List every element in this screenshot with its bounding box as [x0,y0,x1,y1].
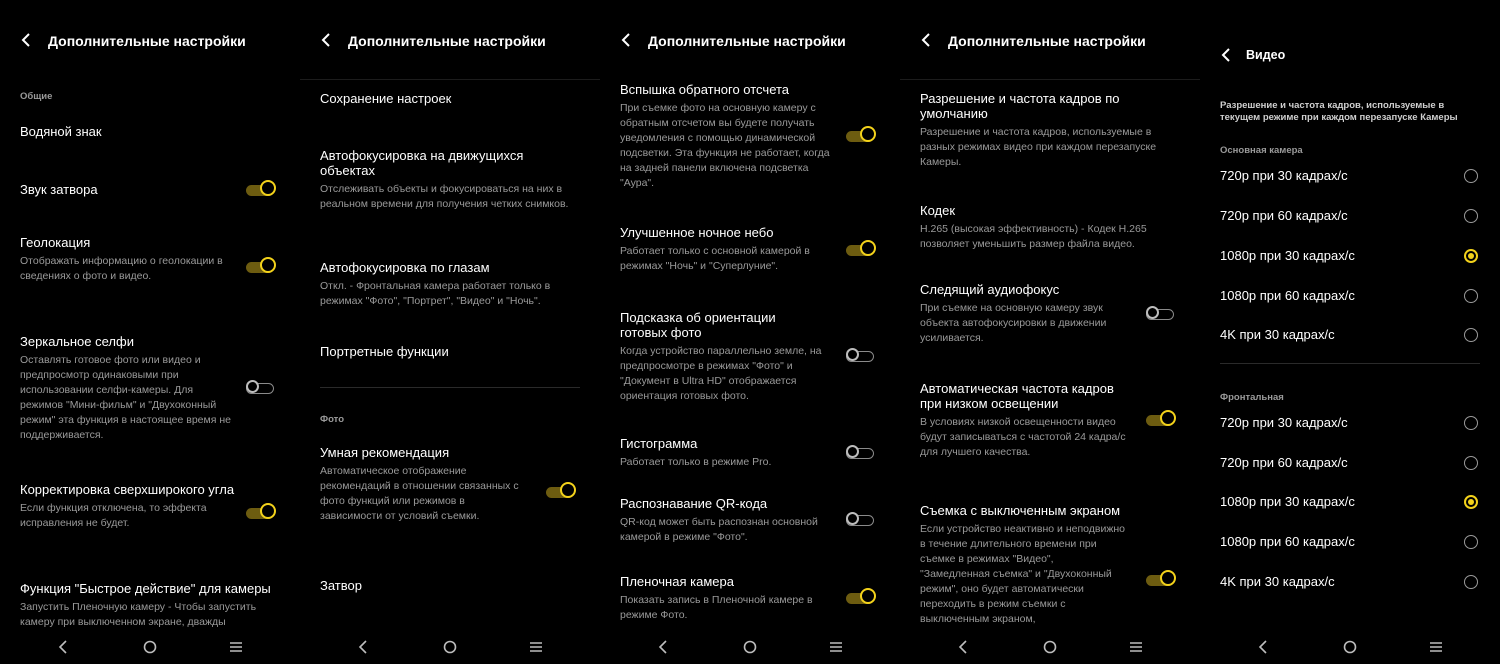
back-arrow-icon[interactable] [20,32,34,48]
option-main-1080p60[interactable] [1220,286,1480,306]
screen-photo-more [600,0,900,664]
toggle-screen-off-recording[interactable] [1146,570,1176,592]
video-intro: Разрешение и частота кадров, используемые в текущем режиме при каждом перезапуске Камеры [1220,100,1458,123]
option-front-1080p60[interactable] [1220,532,1480,552]
setting-af-eyes[interactable] [320,260,580,309]
setting-orientation-hint[interactable] [620,310,880,404]
option-label: 720p при 30 кадрах/с [1220,168,1348,183]
menu-icon[interactable] [1428,639,1444,655]
setting-geolocation[interactable] [20,235,280,284]
setting-countdown-flash[interactable] [620,82,880,191]
setting-audio-focus[interactable] [920,282,1180,346]
option-label: 4K при 30 кадрах/с [1220,327,1335,342]
option-front-4k30[interactable] [1220,572,1480,592]
setting-title: Геолокация [20,235,91,250]
setting-title: Разрешение и частота кадров по умолчанию [920,91,1120,121]
toggle-countdown-flash[interactable] [846,126,876,148]
page-title: Дополнительные настройки [48,33,246,49]
setting-desc: H.265 (высокая эффективность) - Кодек H.265 позволяет уменьшить размер файла видео. [920,223,1147,250]
toggle-audio-focus[interactable] [1146,304,1176,326]
radio-button[interactable] [1464,209,1478,223]
home-icon[interactable] [1342,639,1358,655]
back-arrow-icon[interactable] [320,32,334,48]
option-main-720p30[interactable] [1220,166,1480,186]
back-icon[interactable] [56,639,72,655]
setting-desc: Отображать информацию о геолокации в сведениях о фото и видео. [20,255,223,282]
setting-ultrawide-correction[interactable] [20,482,280,531]
back-icon[interactable] [1256,639,1272,655]
radio-button[interactable] [1464,328,1478,342]
navigation-bar [600,630,900,664]
setting-qr-code[interactable] [620,496,880,545]
setting-film-camera[interactable] [620,574,880,623]
toggle-low-light-fps[interactable] [1146,410,1176,432]
page-title: Дополнительные настройки [348,33,546,49]
option-label: 4K при 30 кадрах/с [1220,574,1335,589]
page-title: Видео [1246,48,1286,62]
page-title: Дополнительные настройки [948,33,1146,49]
setting-title: Зеркальное селфи [20,334,134,349]
menu-icon[interactable] [828,639,844,655]
setting-desc: Показать запись в Пленочной камере в режиме Фото. [620,594,813,621]
section-main-camera: Основная камера [1220,145,1303,156]
setting-desc: Автоматическое отображение рекомендаций в отношении связанных с фото функций или режимов в зависимости от условий съемки. [320,465,519,522]
option-front-720p30[interactable] [1220,413,1480,433]
setting-shutter-sound[interactable] [20,182,280,197]
setting-title: Водяной знак [20,124,102,139]
header [600,22,900,58]
page-title: Дополнительные настройки [648,33,846,49]
header-divider [300,79,600,80]
section-general: Общие [20,91,53,102]
setting-title: Умная рекомендация [320,445,450,460]
radio-button-selected[interactable] [1464,495,1478,509]
setting-title: Автофокусировка на движущихся объектах [320,148,524,178]
radio-button[interactable] [1464,575,1478,589]
menu-icon[interactable] [1128,639,1144,655]
radio-button[interactable] [1464,289,1478,303]
setting-desc: Когда устройство параллельно земле, на предпросмотре в режимах "Фото" и "Документ в Ultra HD" отображается ориентация готовых фото. [620,345,822,402]
option-front-1080p30[interactable] [1220,492,1480,512]
toggle-night-sky[interactable] [846,240,876,262]
setting-title: Функция "Быстрое действие" для камеры [20,581,271,596]
setting-shutter[interactable] [320,578,580,593]
toggle-qr-code[interactable] [846,510,876,532]
home-icon[interactable] [142,639,158,655]
setting-desc: При съемке на основную камеру звук объекта автофокусировки в движении усиливается. [920,302,1107,344]
setting-desc: Работает только с основной камерой в режимах "Ночь" и "Суперлуние". [620,245,810,272]
setting-title: Сохранение настроек [320,91,452,106]
toggle-orientation-hint[interactable] [846,346,876,368]
setting-desc: Разрешение и частота кадров, используемые в разных режимах видео при каждом перезапуске Камеры. [920,126,1157,168]
setting-screen-off-recording[interactable] [920,503,1180,627]
radio-button[interactable] [1464,456,1478,470]
setting-title: Кодек [920,203,956,218]
toggle-ultrawide-correction[interactable] [246,503,276,525]
back-icon[interactable] [656,639,672,655]
option-label: 720p при 60 кадрах/с [1220,208,1348,223]
setting-desc: Если функция отключена, то эффекта исправления не будет. [20,502,207,529]
setting-desc: Откл. - Фронтальная камера работает только в режимах "Фото", "Портрет", "Видео" и "Ночь". [320,280,551,307]
setting-histogram[interactable] [620,436,880,470]
setting-title: Звук затвора [20,182,98,197]
option-label: 1080p при 30 кадрах/с [1220,494,1355,509]
option-main-720p60[interactable] [1220,206,1480,226]
header [1200,36,1500,72]
setting-title: Корректировка сверхширокого угла [20,482,235,497]
option-front-720p60[interactable] [1220,453,1480,473]
menu-icon[interactable] [228,639,244,655]
radio-button[interactable] [1464,535,1478,549]
setting-codec[interactable] [920,203,1180,252]
setting-smart-recommendation[interactable] [320,445,580,524]
setting-desc: QR-код может быть распознан основной камерой в режиме "Фото". [620,516,818,543]
screen-photo [300,0,600,664]
navigation-bar [900,630,1200,664]
navigation-bar [0,630,300,664]
home-icon[interactable] [742,639,758,655]
setting-title: Затвор [320,578,362,593]
setting-desc: Отслеживать объекты и фокусироваться на них в реальном времени для получения четких снимков. [320,183,569,210]
setting-desc: Запустить Пленочную камеру - Чтобы запустить камеру при выключенном экране, дважды [20,601,257,628]
setting-af-moving[interactable] [320,148,580,212]
setting-desc: Если устройство неактивно и неподвижно в течение длительного времени при съемке в режимах "Видео", "Замедленная съемка" и "Двухоконный режим", оно будет автоматически переходить в режим съемки с выключенным экраном, [920,523,1126,625]
setting-title: Распознавание QR-кода [620,496,768,511]
radio-button[interactable] [1464,416,1478,430]
option-label: 1080p при 60 кадрах/с [1220,534,1355,549]
setting-night-sky[interactable] [620,225,880,274]
radio-button-selected[interactable] [1464,249,1478,263]
setting-title: Автофокусировка по глазам [320,260,490,275]
header [900,22,1200,58]
setting-mirror-selfie[interactable] [20,334,280,443]
setting-title: Подсказка об ориентации готовых фото [620,310,776,340]
setting-title: Автоматическая частота кадров при низком освещении [920,381,1114,411]
setting-title: Гистограмма [620,436,698,451]
toggle-geolocation[interactable] [246,257,276,279]
toggle-smart-recommendation[interactable] [546,482,576,504]
home-icon[interactable] [1042,639,1058,655]
setting-title: Вспышка обратного отсчета [620,82,790,97]
back-arrow-icon[interactable] [1220,47,1234,63]
header-divider [900,79,1200,80]
toggle-histogram[interactable] [846,443,876,465]
option-main-4k30[interactable] [1220,325,1480,345]
screen-video-settings [900,0,1200,664]
toggle-film-camera[interactable] [846,588,876,610]
header [0,22,300,58]
option-label: 720p при 60 кадрах/с [1220,455,1348,470]
back-arrow-icon[interactable] [620,32,634,48]
section-front-camera: Фронтальная [1220,392,1284,403]
back-icon[interactable] [356,639,372,655]
section-photo: Фото [320,414,345,425]
setting-watermark[interactable] [20,124,280,139]
back-icon[interactable] [956,639,972,655]
setting-desc: При съемке фото на основную камеру с обратным отсчетом вы будете получать уведомления с помощью динамической подсветки. Эта функция не работает, когда на задней панели включена подсветка "Аура". [620,102,830,189]
setting-title: Следящий аудиофокус [920,282,1060,297]
screen-video [1200,0,1500,664]
setting-quick-action[interactable] [20,581,280,630]
setting-title: Пленочная камера [620,574,734,589]
option-label: 1080p при 30 кадрах/с [1220,248,1355,263]
navigation-bar [300,630,600,664]
menu-icon[interactable] [528,639,544,655]
setting-portrait-functions[interactable] [320,344,580,359]
header [300,22,600,58]
divider [320,387,580,388]
home-icon[interactable] [442,639,458,655]
setting-desc: В условиях низкой освещенности видео будут записываться с частотой 24 кадра/с для лучшего качества. [920,416,1126,458]
toggle-mirror-selfie[interactable] [246,378,276,400]
option-label: 720p при 30 кадрах/с [1220,415,1348,430]
setting-desc: Работает только в режиме Pro. [620,456,772,468]
screen-general [0,0,300,664]
radio-button[interactable] [1464,169,1478,183]
setting-title: Портретные функции [320,344,449,359]
setting-low-light-fps[interactable] [920,381,1180,460]
setting-save-settings[interactable] [320,91,580,106]
setting-title: Съемка с выключенным экраном [920,503,1121,518]
setting-title: Улучшенное ночное небо [620,225,774,240]
option-label: 1080p при 60 кадрах/с [1220,288,1355,303]
setting-default-resolution[interactable] [920,91,1180,170]
back-arrow-icon[interactable] [920,32,934,48]
toggle-shutter-sound[interactable] [246,180,276,202]
option-main-1080p30[interactable] [1220,246,1480,266]
setting-desc: Оставлять готовое фото или видео и предпросмотр одинаковыми при использовании селфи-камеры. Для режимов "Мини-фильм" и "Двухоконный режим" эта функция в настоящее время не поддерживается. [20,354,231,441]
divider [1220,363,1480,364]
navigation-bar [1200,630,1500,664]
